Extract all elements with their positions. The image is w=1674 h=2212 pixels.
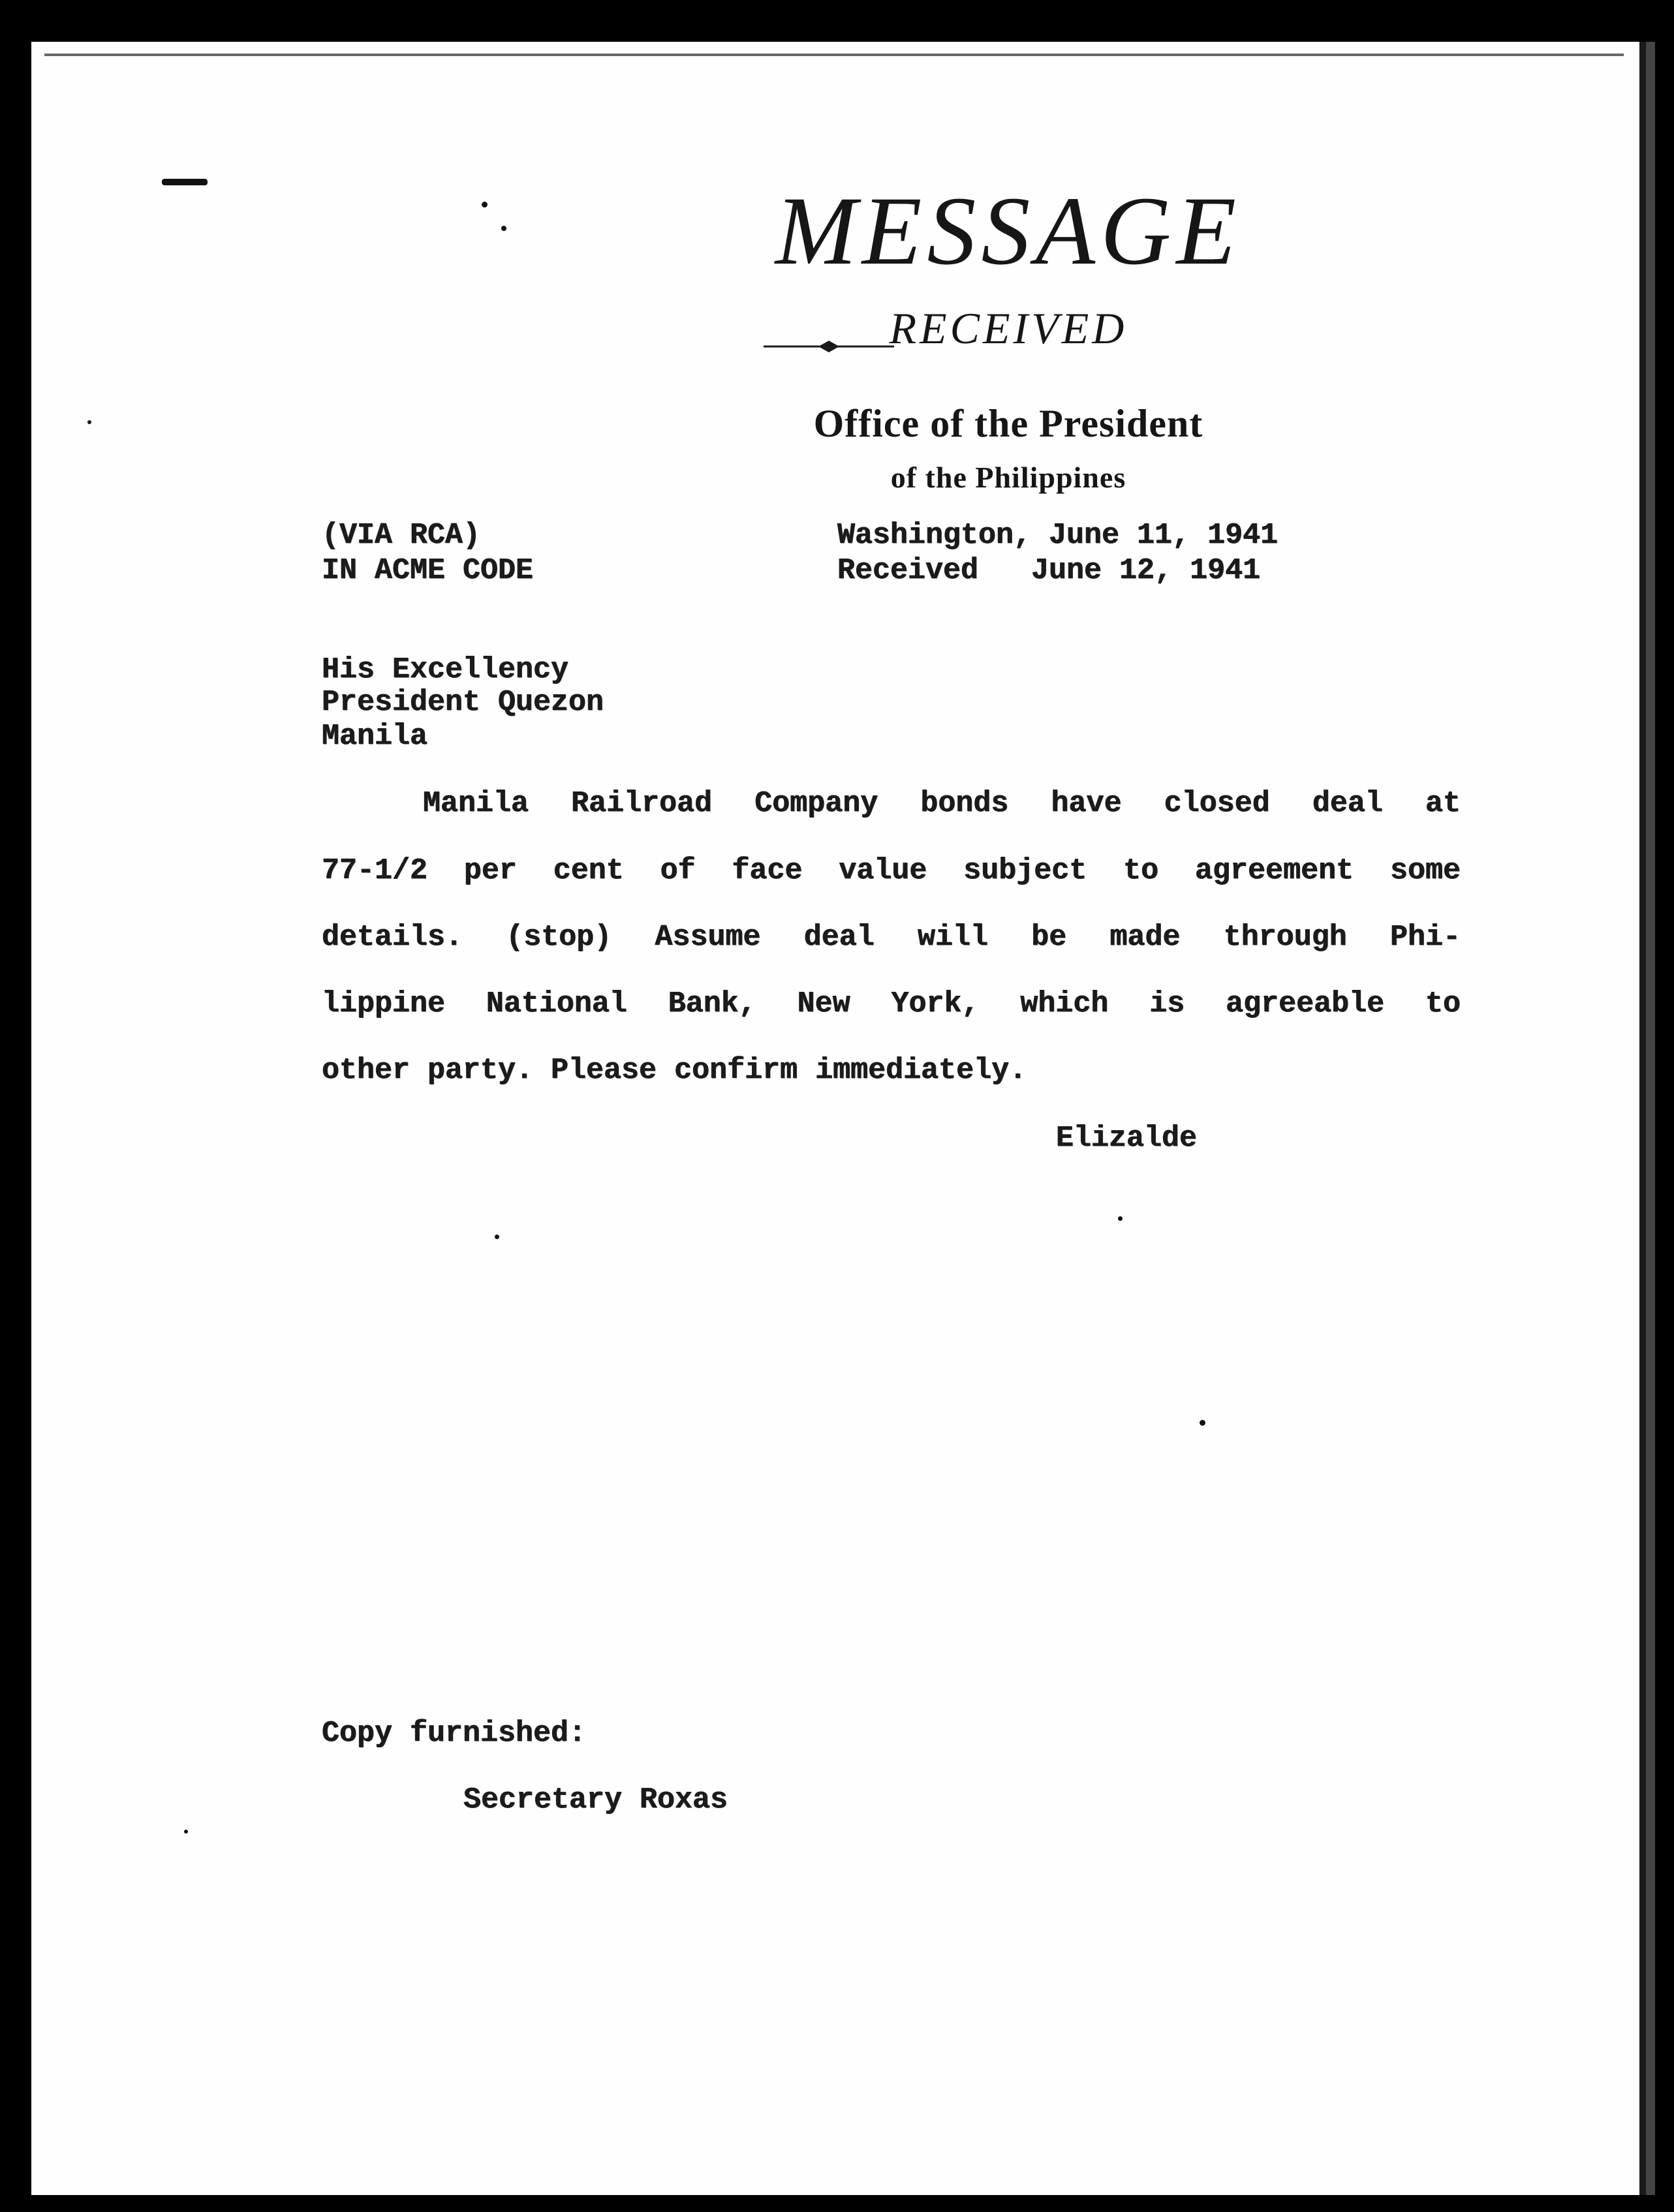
addressee-title: His Excellency (322, 653, 569, 686)
letterhead-title: MESSAGE (775, 177, 1242, 285)
signature: Elizalde (1056, 1122, 1198, 1155)
ink-speck (184, 1830, 188, 1834)
ink-speck (495, 1235, 499, 1239)
document-page (31, 42, 1646, 2195)
addressee-name: President Quezon (322, 686, 604, 719)
message-body-line: other party. Please confirm immediately. (322, 1054, 1027, 1087)
ink-speck (87, 420, 91, 424)
copy-furnished-recipient: Secretary Roxas (463, 1783, 728, 1817)
letterhead-subtitle: RECEIVED (889, 303, 1128, 353)
page-top-edge (44, 54, 1624, 56)
copy-furnished-label: Copy furnished: (322, 1717, 587, 1750)
message-body-line: details. (stop) Assume deal will be made through Phi- (322, 921, 1461, 954)
message-body-line: lippine National Bank, New York, which is agreeable to (322, 987, 1461, 1021)
transmission-via: (VIA RCA) (322, 519, 481, 552)
sent-date: Washington, June 11, 1941 (837, 519, 1279, 552)
ink-smudge (162, 179, 208, 185)
letterhead-office: Office of the President (813, 402, 1203, 445)
received-date: Received June 12, 1941 (837, 554, 1261, 587)
addressee-city: Manila (322, 720, 428, 753)
ink-speck (1118, 1216, 1123, 1221)
divider-ornament-icon (764, 339, 894, 354)
ink-speck (1200, 1420, 1205, 1426)
letterhead-country: of the Philippines (890, 461, 1126, 494)
message-body-line: 77-1/2 per cent of face value subject to agreement some (322, 854, 1461, 887)
transmission-code: IN ACME CODE (322, 554, 534, 587)
message-body-line: Manila Railroad Company bonds have closed deal at (423, 787, 1461, 820)
